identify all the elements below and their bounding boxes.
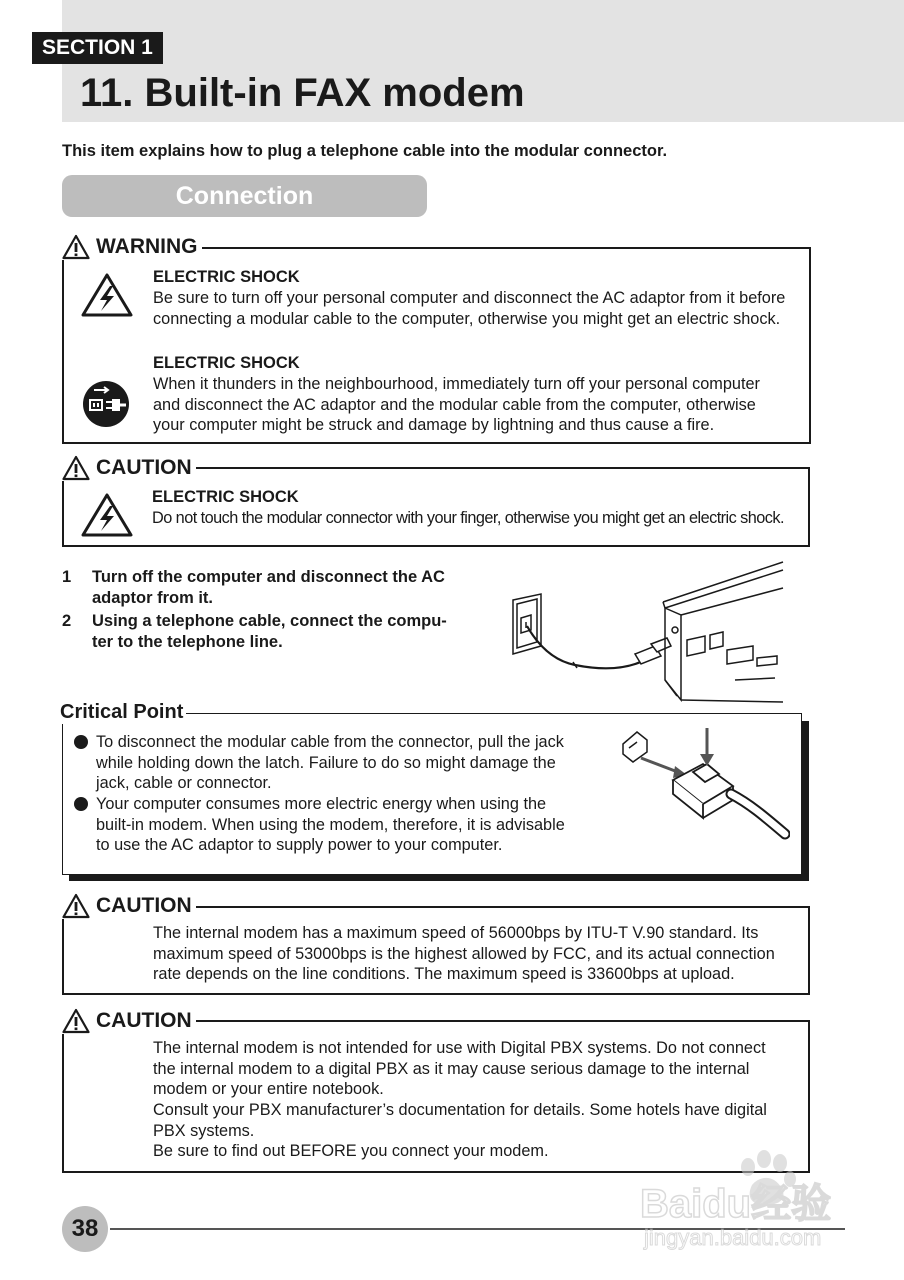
caution-3-line-2: the internal modem to a digital PBX as it may cause serious damage to the internal — [153, 1060, 750, 1078]
step-1-number: 1 — [62, 568, 72, 586]
warning-item-1-line-1: Be sure to turn off your personal computer and disconnect the AC adaptor from it before — [153, 289, 786, 307]
warning-item-2-heading: ELECTRIC SHOCK — [153, 354, 300, 372]
step-1-line-1: Turn off the computer and disconnect the AC — [92, 568, 445, 586]
caution-3-line-4: Consult your PBX manufacturer’s documentation for details. Some hotels have digital — [153, 1101, 767, 1119]
critical-point-1-line-1: To disconnect the modular cable from the connector, pull the jack — [96, 733, 564, 751]
caution-2-label-text: CAUTION — [96, 894, 192, 917]
intro-text: This item explains how to plug a telephone cable into the modular connector. — [62, 142, 668, 160]
warning-item-1-line-2: connecting a modular cable to the computer, otherwise you might get an electric shock. — [153, 310, 781, 328]
laptop-graphic — [663, 562, 783, 702]
critical-point-1-line-2: while holding down the latch. Failure to do so might damage the — [96, 754, 556, 772]
critical-point-label-text: Critical Point — [60, 701, 184, 723]
warning-item-2-line-2: and disconnect the AC adaptor and the modular cable from the computer, otherwise — [153, 396, 756, 414]
warning-item-2-line-1: When it thunders in the neighbourhood, immediately turn off your personal computer — [153, 375, 760, 393]
caution-3-line-3: modem or your entire notebook. — [153, 1080, 384, 1098]
wall-jack-graphic — [513, 594, 541, 654]
critical-point-label — [58, 700, 186, 724]
caution-2-line-3: rate depends on the line conditions. The maximum speed is 33600bps at upload. — [153, 965, 735, 983]
caution-2-line-1: The internal modem has a maximum speed of 56000bps by ITU-T V.90 standard. Its — [153, 924, 759, 942]
page-number: 38 — [62, 1206, 108, 1252]
caution-triangle-icon — [62, 455, 90, 481]
electric-shock-icon — [80, 492, 134, 538]
jack-release-illustration — [615, 722, 790, 842]
warning-label-text: WARNING — [96, 235, 198, 258]
caution-3-label-text: CAUTION — [96, 1009, 192, 1032]
critical-point-1-line-3: jack, cable or connector. — [96, 774, 272, 792]
caution-3-line-5: PBX systems. — [153, 1122, 255, 1140]
caution-2-line-2: maximum speed of 53000bps is the highest allowed by FCC, and its actual connection — [153, 945, 775, 963]
baidu-watermark-logo — [640, 1145, 870, 1255]
bullet-dot — [74, 797, 88, 811]
caution-2-label — [62, 893, 196, 919]
step-2-line-1: Using a telephone cable, connect the compu- — [92, 612, 447, 630]
watermark-brand: Baidu经验 — [640, 1182, 832, 1226]
step-2-line-2: ter to the telephone line. — [92, 633, 283, 651]
section-tag: SECTION 1 — [32, 32, 163, 64]
watermark-url: jingyan.baidu.com — [644, 1225, 822, 1250]
caution-3-label — [62, 1008, 196, 1034]
step-1-line-2: adaptor from it. — [92, 589, 214, 607]
critical-point-2-line-2: built-in modem. When using the modem, therefore, it is advisable — [96, 816, 565, 834]
caution-triangle-icon — [62, 1008, 90, 1034]
warning-item-1-heading: ELECTRIC SHOCK — [153, 268, 300, 286]
caution-1-label-text: CAUTION — [96, 456, 192, 479]
modem-connection-illustration — [505, 560, 785, 710]
warning-item-2-line-3: your computer might be struck and damage by lightning and thus cause a fire. — [153, 416, 715, 434]
caution-1-text: Do not touch the modular connector with your finger, otherwise you might get an electric shock. — [152, 509, 784, 527]
critical-point-2-line-1: Your computer consumes more electric energy when using the — [96, 795, 547, 813]
caution-3-line-6: Be sure to find out BEFORE you connect your modem. — [153, 1142, 549, 1160]
telephone-cable-graphic — [527, 626, 645, 668]
bullet-dot — [74, 735, 88, 749]
caution-3-line-1: The internal modem is not intended for use with Digital PBX systems. Do not connect — [153, 1039, 766, 1057]
connection-heading: Connection — [62, 175, 427, 217]
page-title: 11. Built-in FAX modem — [80, 71, 525, 115]
unplug-icon — [82, 380, 130, 428]
electric-shock-icon — [80, 272, 134, 318]
step-2-number: 2 — [62, 612, 72, 630]
caution-1-label — [62, 455, 196, 481]
caution-1-heading: ELECTRIC SHOCK — [152, 488, 299, 506]
warning-triangle-icon — [62, 234, 90, 260]
warning-label — [62, 234, 202, 260]
caution-triangle-icon — [62, 893, 90, 919]
critical-point-2-line-3: to use the AC adaptor to supply power to your computer. — [96, 836, 503, 854]
